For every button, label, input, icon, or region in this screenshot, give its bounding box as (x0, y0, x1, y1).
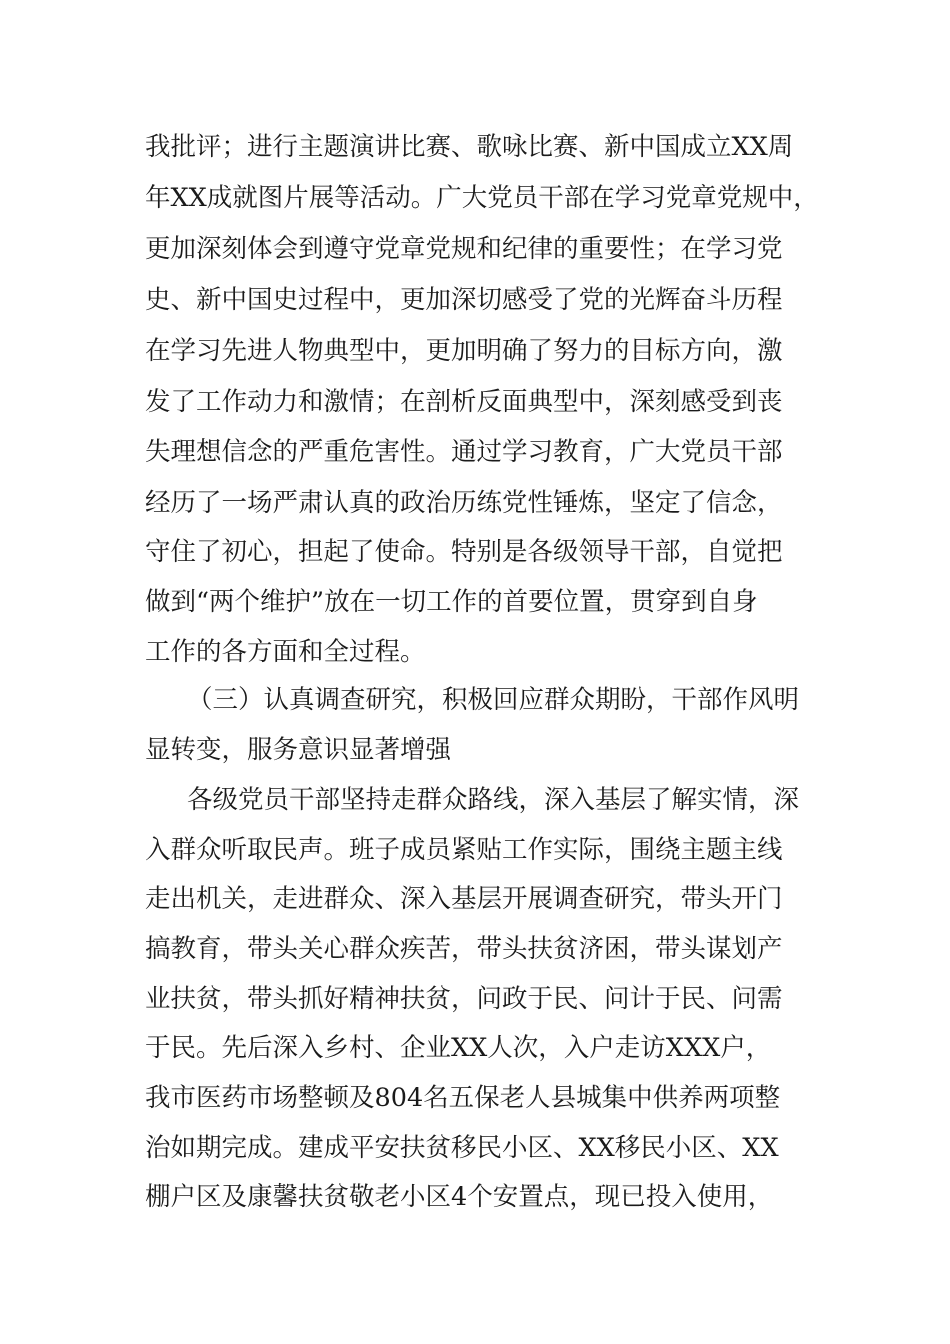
paragraph-2-line: 走出机关，走进群众、深入基层开展调查研究，带头开门 (145, 884, 783, 914)
paragraph-1-line: 工作的各方面和全过程。 (145, 637, 426, 667)
paragraph-1-line: 做到“两个维护”放在一切工作的首要位置，贯穿到自身 (145, 587, 758, 617)
paragraph-2-line: 业扶贫，带头抓好精神扶贫，问政于民、问计于民、问需 (145, 984, 783, 1014)
paragraph-2-line: 棚户区及康馨扶贫敬老小区4个安置点，现已投入使用， (145, 1182, 774, 1212)
paragraph-2-line: 入群众听取民声。班子成员紧贴工作实际，围绕主题主线 (145, 835, 783, 865)
paragraph-1-line: 史、新中国史过程中，更加深切感受了党的光辉奋斗历程 (145, 285, 783, 315)
paragraph-2-line: 各级党员干部坚持走群众路线，深入基层了解实情，深 (187, 785, 800, 815)
paragraph-2-line: 治如期完成。建成平安扶贫移民小区、XX移民小区、XX (145, 1133, 779, 1163)
paragraph-1-line: 失理想信念的严重危害性。通过学习教育，广大党员干部 (145, 437, 783, 467)
paragraph-2-line: 搞教育，带头关心群众疾苦，带头扶贫济困，带头谋划产 (145, 934, 783, 964)
paragraph-1-line: 年XX成就图片展等活动。广大党员干部在学习党章党规中， (145, 183, 819, 213)
paragraph-2-line: 我市医药市场整顿及804名五保老人县城集中供养两项整 (145, 1083, 781, 1113)
paragraph-2-line: 于民。先后深入乡村、企业XX人次，入户走访XXX户， (145, 1033, 772, 1063)
section-heading-line: （三）认真调查研究，积极回应群众期盼，干部作风明 (187, 685, 800, 715)
section-heading-line: 显转变，服务意识显著增强 (145, 735, 452, 765)
paragraph-1-line: 我批评；进行主题演讲比赛、歌咏比赛、新中国成立XX周 (145, 132, 794, 162)
paragraph-1-line: 经历了一场严肃认真的政治历练党性锤炼，坚定了信念， (145, 488, 783, 518)
paragraph-1-line: 发了工作动力和激情；在剖析反面典型中，深刻感受到丧 (145, 387, 783, 417)
paragraph-1-line: 守住了初心，担起了使命。特别是各级领导干部，自觉把 (145, 537, 783, 567)
paragraph-1-line: 更加深刻体会到遵守党章党规和纪律的重要性；在学习党 (145, 234, 783, 264)
paragraph-1-line: 在学习先进人物典型中，更加明确了努力的目标方向，激 (145, 336, 783, 366)
